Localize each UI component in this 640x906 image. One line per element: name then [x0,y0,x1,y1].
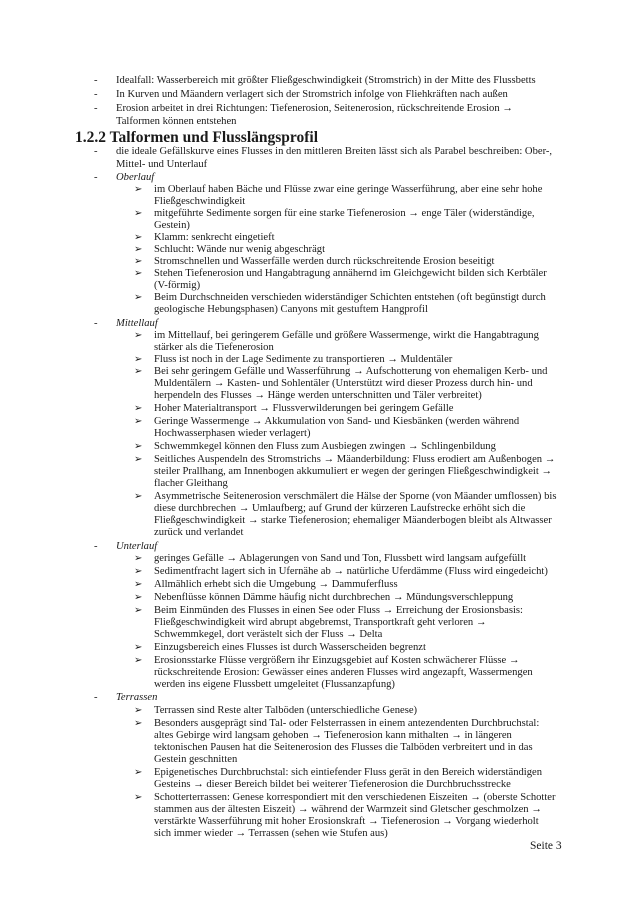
arrow-bullet-icon: ➢ [134,491,143,502]
subsection-title-mittellauf: Mittellauf [116,318,158,329]
terrassen-line: verstärkte Wasserführung mit hoher Erosionskraft → Tiefenerosion → Vorgang wiederholt [154,816,539,827]
mittellauf-line: herpendeln des Flusses → Hänge werden unterschnitten und Täler verbreitet) [154,390,482,401]
unterlauf-line: werden ins eigene Flussbett umgeleitet (Flussanzapfung) [154,679,395,690]
mittellauf-line: Asymmetrische Seitenerosion verschmälert die Hälse der Sporne (von Mäander umflossen) bis [154,491,557,502]
mittellauf-line: Hochwasserphasen wieder verlagert) [154,428,311,439]
terrassen-line: Schotterterrassen: Genese korrespondiert mit den verschiedenen Eiszeiten → (oberste Schotter [154,792,556,803]
intro-line: In Kurven und Mäandern verlagert sich der Stromstrich infolge von Fliehkräften nach außen [116,89,508,100]
mittellauf-line: Bei sehr geringem Gefälle und Wasserführung → Aufschotterung von ehemaligen Kerb- und [154,366,548,377]
mittellauf-line: flacher Gleithang [154,478,228,489]
terrassen-line: Gesteins → dieser Bereich bildet bei weiterer Tiefenerosion die Durchbruchsstrecke [154,779,511,790]
dash-bullet: - [94,541,98,552]
arrow-bullet-icon: ➢ [134,403,143,414]
dash-bullet: - [94,89,98,100]
unterlauf-line: Beim Einmünden des Flusses in einen See oder Fluss → Erreichung der Erosionsbasis: [154,605,523,616]
intro-line: Talformen können entstehen [116,116,237,127]
terrassen-line: Terrassen sind Reste alter Talböden (unterschiedliche Genese) [154,705,418,716]
mittellauf-line: im Mittellauf, bei geringerem Gefälle und größere Wassermenge, wirkt die Hangabtragung [154,330,539,341]
oberlauf-line: Stromschnellen und Wasserfälle werden durch rückschreitende Erosion beseitigt [154,256,495,267]
mittellauf-line: Muldentälern → Kasten- und Sohlentäler (Unterstützt wird dieser Prozess durch hin- und [154,378,533,389]
dash-bullet: - [94,692,98,703]
oberlauf-line: mitgeführte Sedimente sorgen für eine starke Tiefenerosion → enge Täler (widerständige, [154,208,535,219]
subsection-title-unterlauf: Unterlauf [116,541,158,552]
arrow-bullet-icon: ➢ [134,553,143,564]
unterlauf-line: rückschreitende Erosion: Gewässer eines anderen Flusses wird angezapft, Wassermengen [154,667,533,678]
arrow-bullet-icon: ➢ [134,292,143,303]
unterlauf-line: Erosionsstarke Flüsse vergrößern ihr Einzugsgebiet auf Kosten schwächerer Flüsse → [154,655,520,666]
unterlauf-line: Schwemmkegel, dort verästelt sich der Fluss → Delta [154,629,383,640]
mittellauf-line: Geringe Wassermenge → Akkumulation von Sand- und Kiesbänken (werden während [154,416,520,427]
terrassen-line: Epigenetisches Durchbruchstal: sich eintiefender Fluss gerät in den Bereich widerständigen [154,767,543,778]
arrow-bullet-icon: ➢ [134,232,143,243]
lead-line: die ideale Gefällskurve eines Flusses in den mittleren Breiten lässt sich als Parabel beschreiben: Ober-, [116,146,553,157]
mittellauf-line: Fluss ist noch in der Lage Sedimente zu transportieren → Muldentäler [154,354,453,365]
dash-bullet: - [94,146,98,157]
mittellauf-line: Schwemmkegel können den Fluss zum Ausbiegen zwingen → Schlingenbildung [154,441,496,452]
oberlauf-line: im Oberlauf haben Bäche und Flüsse zwar eine geringe Wasserführung, aber eine sehr hohe [154,184,543,195]
unterlauf-line: Sedimentfracht lagert sich in Ufernähe ab → natürliche Uferdämme (Fluss wird eingedeicht) [154,566,548,577]
arrow-bullet-icon: ➢ [134,184,143,195]
mittellauf-line: steiler Prallhang, am Innenbogen akkumuliert er wegen der geringen Fließgeschwindigkeit → [154,466,553,477]
arrow-bullet-icon: ➢ [134,792,143,803]
arrow-bullet-icon: ➢ [134,592,143,603]
mittellauf-line: stärker als die Tiefenerosion [154,342,274,353]
arrow-bullet-icon: ➢ [134,566,143,577]
oberlauf-line: Beim Durchschneiden verschieden widerständiger Schichten entstehen (oft begünstigt durch [154,292,546,303]
mittellauf-line: zurück und verlandet [154,527,244,538]
terrassen-line: Besonders ausgeprägt sind Tal- oder Felsterrassen in einem antezendenten Durchbruchstal: [154,718,540,729]
arrow-bullet-icon: ➢ [134,268,143,279]
subsection-title-oberlauf: Oberlauf [116,172,155,183]
unterlauf-line: Allmählich erhebt sich die Umgebung → Dammuferfluss [154,579,398,590]
dash-bullet: - [94,172,98,183]
dash-bullet: - [94,75,98,86]
arrow-bullet-icon: ➢ [134,330,143,341]
arrow-bullet-icon: ➢ [134,208,143,219]
unterlauf-line: Einzugsbereich eines Flusses ist durch Wasserscheiden begrenzt [154,642,426,653]
oberlauf-line: Gestein) [154,220,190,231]
oberlauf-line: Stehen Tiefenerosion und Hangabtragung annähernd im Gleichgewicht bilden sich Kerbtäler [154,268,547,279]
oberlauf-line: Schlucht: Wände nur wenig abgeschrägt [154,244,326,255]
terrassen-line: altes Gebirge wird langsam gehoben → Tiefenerosion kann mithalten → in längeren [154,730,512,741]
terrassen-line: Gestein geschnitten [154,754,238,765]
arrow-bullet-icon: ➢ [134,642,143,653]
arrow-bullet-icon: ➢ [134,718,143,729]
oberlauf-line: geologische Hebungsphasen) Canyons mit gestuftem Hangprofil [154,304,428,315]
dash-bullet: - [94,318,98,329]
unterlauf-line: Nebenflüsse können Dämme häufig nicht durchbrechen → Mündungsverschleppung [154,592,514,603]
oberlauf-line: Klamm: senkrecht eingetieft [154,232,275,243]
terrassen-line: sich immer wieder → Terrassen (sehen wie Stufen aus) [154,828,388,839]
mittellauf-line: Hoher Materialtransport → Flussverwilderungen bei geringem Gefälle [154,403,454,414]
mittellauf-line: diese durchbrechen → Umlaufberg; auf Grund der kürzeren Laufstrecke erhöht sich die [154,503,526,514]
arrow-bullet-icon: ➢ [134,767,143,778]
arrow-bullet-icon: ➢ [134,354,143,365]
arrow-bullet-icon: ➢ [134,579,143,590]
dash-bullet: - [94,103,98,114]
unterlauf-line: Fließgeschwindigkeit wird abrupt abgebremst, Transportkraft geht verloren → [154,617,487,628]
arrow-bullet-icon: ➢ [134,416,143,427]
oberlauf-line: (V-förmig) [154,280,201,291]
page-number: Seite 3 [530,840,562,852]
lead-line: Mittel- und Unterlauf [116,159,208,170]
intro-line: Idealfall: Wasserbereich mit größter Fließgeschwindigkeit (Stromstrich) in der Mitte des Flussbetts [116,75,536,86]
unterlauf-line: geringes Gefälle → Ablagerungen von Sand und Ton, Flussbett wird langsam aufgefüllt [154,553,527,564]
arrow-bullet-icon: ➢ [134,705,143,716]
arrow-bullet-icon: ➢ [134,605,143,616]
mittellauf-line: Seitliches Auspendeln des Stromstrichs → Mäanderbildung: Fluss erodiert am Außenbogen → [154,454,556,465]
section-heading: 1.2.2 Talformen und Flusslängsprofil [75,129,319,146]
arrow-bullet-icon: ➢ [134,366,143,377]
terrassen-line: stammen aus der ältesten Eiszeit) → während der Warmzeit sind Gletscher geschmolzen → [154,804,542,815]
arrow-bullet-icon: ➢ [134,244,143,255]
terrassen-line: tektonischen Pausen hat die Seitenerosion des Flusses die Talböden verbreitert und in das [154,742,533,753]
arrow-bullet-icon: ➢ [134,655,143,666]
oberlauf-line: Fließgeschwindigkeit [154,196,246,207]
arrow-bullet-icon: ➢ [134,256,143,267]
intro-line: Erosion arbeitet in drei Richtungen: Tiefenerosion, Seitenerosion, rückschreitende Erosion → [116,103,513,114]
arrow-bullet-icon: ➢ [134,441,143,452]
mittellauf-line: Fließgeschwindigkeit → starke Tiefenerosion; ehemaliger Mäanderbogen bleibt als Altwasser [154,515,552,526]
arrow-bullet-icon: ➢ [134,454,143,465]
subsection-title-terrassen: Terrassen [116,692,158,703]
